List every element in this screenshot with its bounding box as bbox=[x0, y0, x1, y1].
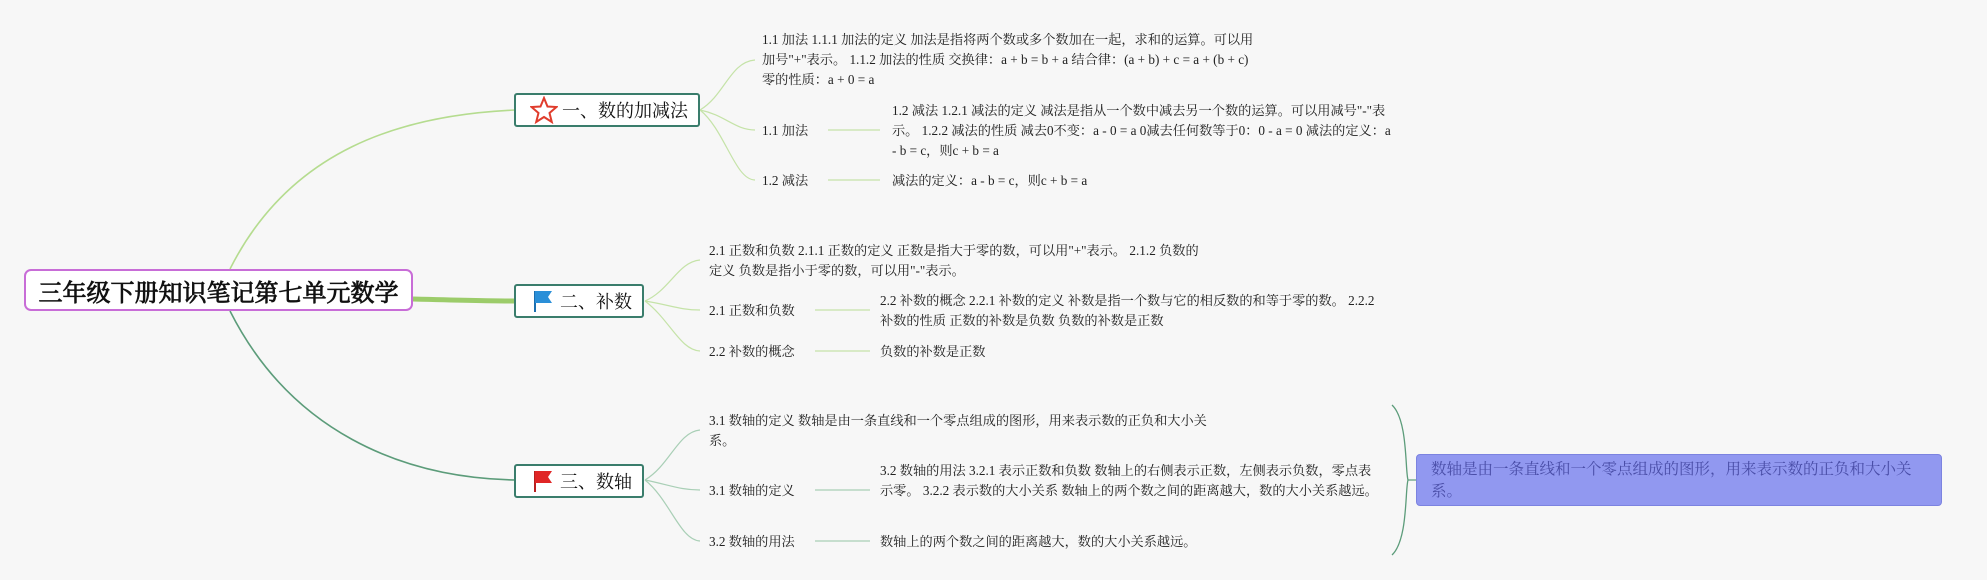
summary-bracket bbox=[1392, 405, 1408, 555]
note-b3-item2: 3.2 数轴的用法 bbox=[709, 534, 795, 549]
connector-b1-intro bbox=[700, 60, 755, 110]
connector-b1-item1 bbox=[700, 110, 755, 130]
note-b3-item1-detail: 3.2 数轴的用法 3.2.1 表示正数和负数 数轴上的右侧表示正数，左侧表示负数，零点表示零。 3.2.2 表示数的大小关系 数轴上的两个数之间的距离越大，数的大小关系越远。 bbox=[880, 463, 1378, 498]
connector-b2-item2 bbox=[645, 301, 700, 351]
blue-flag-icon bbox=[530, 288, 556, 314]
note-b2-item1: 2.1 正数和负数 bbox=[709, 303, 795, 318]
note-b2-item2: 2.2 补数的概念 bbox=[709, 344, 795, 359]
note-b3-item1: 3.1 数轴的定义 bbox=[709, 483, 795, 498]
branch-label: 二、补数 bbox=[560, 292, 632, 313]
note-b3-intro: 3.1 数轴的定义 数轴是由一条直线和一个零点组成的图形，用来表示数的正负和大小关系。 bbox=[709, 413, 1207, 448]
branch-node-3[interactable] bbox=[514, 464, 644, 498]
note-b1-intro: 1.1 加法 1.1.1 加法的定义 加法是指将两个数或多个数加在一起，求和的运算。可以用加号"+"表示。 1.1.2 加法的性质 交换律：a + b = b + a 结合律：(a + b) + c = a + (b + c) 零的性质：a + 0 = a bbox=[762, 32, 1254, 87]
note-b1-item1-detail: 1.2 减法 1.2.1 减法的定义 减法是指从一个数中减去另一个数的运算。可以用减号"-"表示。 1.2.2 减法的性质 减去0不变：a - 0 = a 0减去任何数等于0：0 - a = 0 减法的定义：a - b = c，则c + b = a bbox=[892, 103, 1391, 158]
note-b1-item2-detail: 减法的定义：a - b = c，则c + b = a bbox=[892, 173, 1088, 188]
red-flag-icon bbox=[530, 468, 556, 494]
connector-b3-intro bbox=[645, 430, 700, 480]
branch-node-1[interactable] bbox=[514, 93, 700, 127]
star-icon bbox=[530, 96, 558, 124]
branch-label: 一、数的加减法 bbox=[562, 101, 688, 122]
connector-root-branch-2 bbox=[413, 299, 516, 301]
connector-root-branch-1 bbox=[230, 110, 516, 269]
note-b2-intro: 2.1 正数和负数 2.1.1 正数的定义 正数是指大于零的数，可以用"+"表示。 2.1.2 负数的定义 负数是指小于零的数，可以用"-"表示。 bbox=[709, 243, 1199, 278]
note-b3-item2-detail: 数轴上的两个数之间的距离越大，数的大小关系越远。 bbox=[880, 534, 1197, 549]
note-b2-item1-detail: 2.2 补数的概念 2.2.1 补数的定义 补数是指一个数与它的相反数的和等于零的数。 2.2.2 补数的性质 正数的补数是负数 负数的补数是正数 bbox=[880, 293, 1375, 328]
root-node[interactable]: 三年级下册知识笔记第七单元数学 bbox=[24, 269, 413, 311]
connector-b2-intro bbox=[645, 260, 700, 301]
note-b2-item2-detail: 负数的补数是正数 bbox=[880, 344, 986, 359]
connector-root-branch-3 bbox=[230, 311, 516, 480]
note-b1-item1: 1.1 加法 bbox=[762, 123, 809, 138]
branch-label: 三、数轴 bbox=[560, 472, 632, 493]
branch-node-2[interactable] bbox=[514, 284, 644, 318]
summary-node[interactable]: 数轴是由一条直线和一个零点组成的图形，用来表示数的正负和大小关系。 bbox=[1416, 454, 1942, 506]
note-b1-item2: 1.2 减法 bbox=[762, 173, 809, 188]
